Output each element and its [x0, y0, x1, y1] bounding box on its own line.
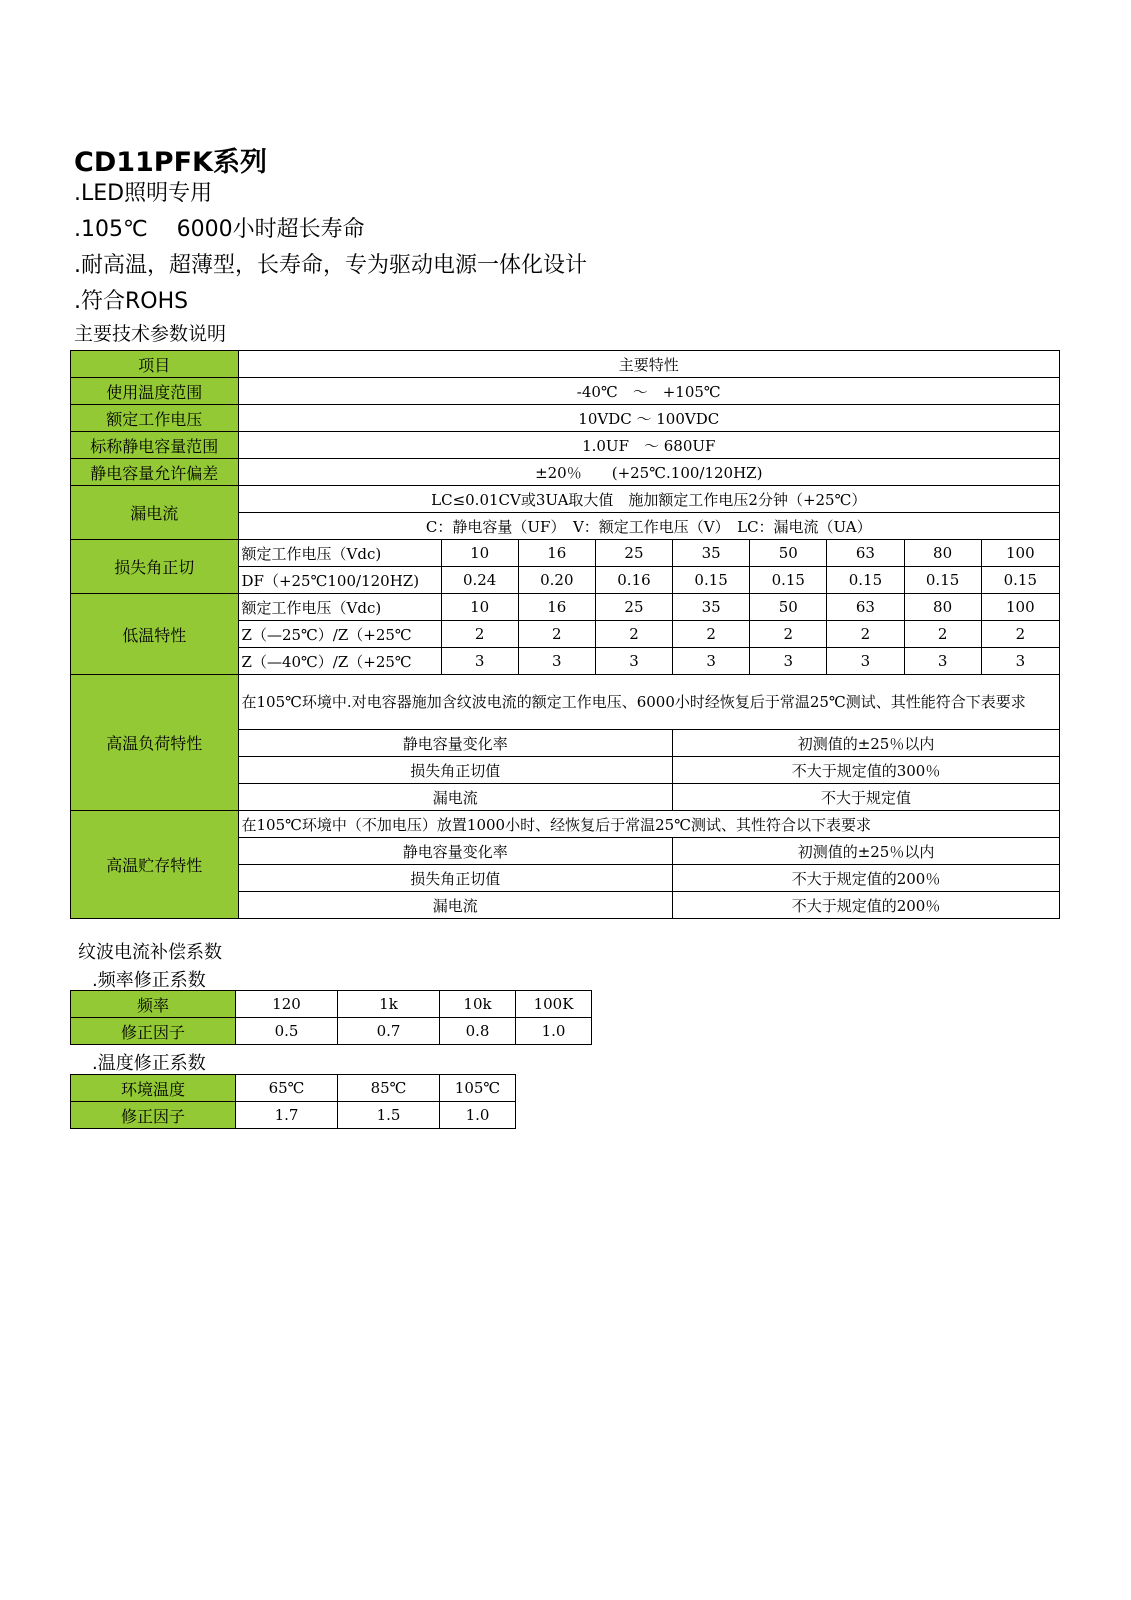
- tan-label: 损失角正切: [71, 540, 239, 594]
- tan-df-cell: 0.15: [904, 567, 981, 594]
- leakage-row: [71, 486, 1060, 513]
- tan-df-cell: 0.15: [981, 567, 1059, 594]
- temp-cell: 85℃: [338, 1075, 440, 1102]
- lowtemp-voltage-cell: 35: [673, 594, 750, 621]
- lowtemp-25-cell: 2: [827, 621, 904, 648]
- lowtemp-40-cell: 3: [827, 648, 904, 675]
- freq-row: [71, 991, 592, 1018]
- freq-table: [70, 990, 592, 1045]
- shelf-life-value: 不大于规定值的200％: [673, 865, 1060, 892]
- tan-voltage-label: 额定工作电压（Vdc): [238, 540, 441, 567]
- temp-range-row: [71, 378, 1060, 405]
- lowtemp-25-label: Z（—25℃）/Z（+25℃: [238, 621, 441, 648]
- shelf-life-item: 损失角正切值: [238, 865, 673, 892]
- lowtemp-40-cell: 3: [750, 648, 827, 675]
- freq-factor-cell: 1.0: [516, 1018, 592, 1045]
- tan-voltage-cell: 25: [595, 540, 672, 567]
- temp-table: [70, 1074, 516, 1129]
- lowtemp-voltage-cell: 10: [441, 594, 518, 621]
- shelf-life-value: 初测值的±25％以内: [673, 838, 1060, 865]
- tan-df-cell: 0.15: [673, 567, 750, 594]
- spec-caption: 主要技术参数说明: [74, 323, 227, 345]
- tan-voltage-cell: 50: [750, 540, 827, 567]
- temp-label: 环境温度: [71, 1075, 236, 1102]
- capacitance-range-row: [71, 432, 1060, 459]
- temp-factor-row: [71, 1102, 516, 1129]
- rated-voltage-row: [71, 405, 1060, 432]
- temp-range-label: 使用温度范围: [71, 378, 239, 405]
- capacitance-range-value: 1.0UF ～ 680UF: [238, 432, 1059, 459]
- tan-df-cell: 0.15: [827, 567, 904, 594]
- tan-voltage-cell: 10: [441, 540, 518, 567]
- tolerance-row: [71, 459, 1060, 486]
- tan-df-cell: 0.24: [441, 567, 518, 594]
- lowtemp-voltage-cell: 63: [827, 594, 904, 621]
- tan-df-label: DF（+25℃100/120HZ): [238, 567, 441, 594]
- shelf-life-label: 高温贮存特性: [71, 811, 239, 919]
- freq-cell: 120: [236, 991, 338, 1018]
- temp-factor-cell: 1.7: [236, 1102, 338, 1129]
- shelf-life-desc: 在105℃环境中（不加电压）放置1000小时、经恢复后于常温25℃测试、其性符合以下表要求: [238, 811, 1059, 838]
- temp-factor-label: 修正因子: [71, 1102, 236, 1129]
- feature-rohs: .符合ROHS: [74, 289, 189, 314]
- tan-voltage-cell: 16: [518, 540, 595, 567]
- temp-row: [71, 1075, 516, 1102]
- load-life-desc-row: [71, 675, 1060, 730]
- freq-factor-cell: 0.8: [440, 1018, 516, 1045]
- freq-factor-label: 修正因子: [71, 1018, 236, 1045]
- header-main: 主要特性: [238, 351, 1059, 378]
- header-item: 项目: [71, 351, 239, 378]
- freq-factor-row: [71, 1018, 592, 1045]
- temp-range-value: -40℃ ～ +105℃: [238, 378, 1059, 405]
- freq-cell: 1k: [338, 991, 440, 1018]
- lowtemp-40-cell: 3: [673, 648, 750, 675]
- load-life-item: 静电容量变化率: [238, 730, 673, 757]
- temp-caption: .温度修正系数: [92, 1053, 206, 1074]
- temp-cell: 65℃: [236, 1075, 338, 1102]
- load-life-desc: 在105℃环境中.对电容器施加含纹波电流的额定工作电压、6000小时经恢复后于常温25℃测试、其性能符合下表要求: [238, 675, 1059, 730]
- lowtemp-voltage-row: [71, 594, 1060, 621]
- rated-voltage-label: 额定工作电压: [71, 405, 239, 432]
- spec-table: [70, 350, 1060, 919]
- lowtemp-voltage-cell: 80: [904, 594, 981, 621]
- tan-voltage-cell: 100: [981, 540, 1059, 567]
- freq-cell: 100K: [516, 991, 592, 1018]
- temp-factor-cell: 1.5: [338, 1102, 440, 1129]
- lowtemp-voltage-label: 额定工作电压（Vdc): [238, 594, 441, 621]
- lowtemp-voltage-cell: 16: [518, 594, 595, 621]
- load-life-value: 不大于规定值的300％: [673, 757, 1060, 784]
- lowtemp-25-cell: 2: [518, 621, 595, 648]
- tan-voltage-cell: 63: [827, 540, 904, 567]
- tan-voltage-row: [71, 540, 1060, 567]
- tolerance-value: ±20％ (+25℃.100/120HZ): [238, 459, 1059, 486]
- lowtemp-40-cell: 3: [441, 648, 518, 675]
- lowtemp-voltage-cell: 50: [750, 594, 827, 621]
- lowtemp-25-cell: 2: [673, 621, 750, 648]
- capacitance-range-label: 标称静电容量范围: [71, 432, 239, 459]
- shelf-life-value: 不大于规定值的200％: [673, 892, 1060, 919]
- load-life-label: 高温负荷特性: [71, 675, 239, 811]
- temp-cell: 105℃: [440, 1075, 516, 1102]
- tan-df-cell: 0.16: [595, 567, 672, 594]
- shelf-life-desc-row: [71, 811, 1060, 838]
- freq-cell: 10k: [440, 991, 516, 1018]
- lowtemp-25-cell: 2: [441, 621, 518, 648]
- tan-voltage-cell: 80: [904, 540, 981, 567]
- freq-factor-cell: 0.7: [338, 1018, 440, 1045]
- lowtemp-40-cell: 3: [904, 648, 981, 675]
- shelf-life-item: 漏电流: [238, 892, 673, 919]
- lowtemp-40-label: Z（—40℃）/Z（+25℃: [238, 648, 441, 675]
- lowtemp-40-cell: 3: [518, 648, 595, 675]
- temp-factor-cell: 1.0: [440, 1102, 516, 1129]
- lowtemp-label: 低温特性: [71, 594, 239, 675]
- shelf-life-item: 静电容量变化率: [238, 838, 673, 865]
- tan-voltage-cell: 35: [673, 540, 750, 567]
- leakage-legend: C：静电容量（UF） V：额定工作电压（V） LC：漏电流（UA）: [238, 513, 1059, 540]
- document-title: CD11PFK系列: [74, 147, 267, 178]
- freq-factor-cell: 0.5: [236, 1018, 338, 1045]
- rated-voltage-value: 10VDC ～ 100VDC: [238, 405, 1059, 432]
- ripple-caption: 纹波电流补偿系数: [78, 942, 222, 963]
- freq-caption: .频率修正系数: [92, 970, 206, 991]
- feature-led: .LED照明专用: [74, 181, 213, 206]
- lowtemp-25-cell: 2: [904, 621, 981, 648]
- load-life-value: 不大于规定值: [673, 784, 1060, 811]
- spec-header-row: [71, 351, 1060, 378]
- freq-label: 频率: [71, 991, 236, 1018]
- tan-df-cell: 0.20: [518, 567, 595, 594]
- lowtemp-40-cell: 3: [595, 648, 672, 675]
- lowtemp-25-cell: 2: [750, 621, 827, 648]
- lowtemp-voltage-cell: 100: [981, 594, 1059, 621]
- lowtemp-25-cell: 2: [981, 621, 1059, 648]
- tolerance-label: 静电容量允许偏差: [71, 459, 239, 486]
- lowtemp-voltage-cell: 25: [595, 594, 672, 621]
- leakage-label: 漏电流: [71, 486, 239, 540]
- feature-design: .耐高温，超薄型，长寿命，专为驱动电源一体化设计: [74, 253, 587, 278]
- feature-lifetime: .105℃ 6000小时超长寿命: [74, 217, 365, 242]
- tan-df-cell: 0.15: [750, 567, 827, 594]
- lowtemp-40-cell: 3: [981, 648, 1059, 675]
- leakage-formula: LC≤0.01CV或3UA取大值 施加额定工作电压2分钟（+25℃）: [238, 486, 1059, 513]
- load-life-item: 漏电流: [238, 784, 673, 811]
- load-life-item: 损失角正切值: [238, 757, 673, 784]
- lowtemp-25-cell: 2: [595, 621, 672, 648]
- load-life-value: 初测值的±25％以内: [673, 730, 1060, 757]
